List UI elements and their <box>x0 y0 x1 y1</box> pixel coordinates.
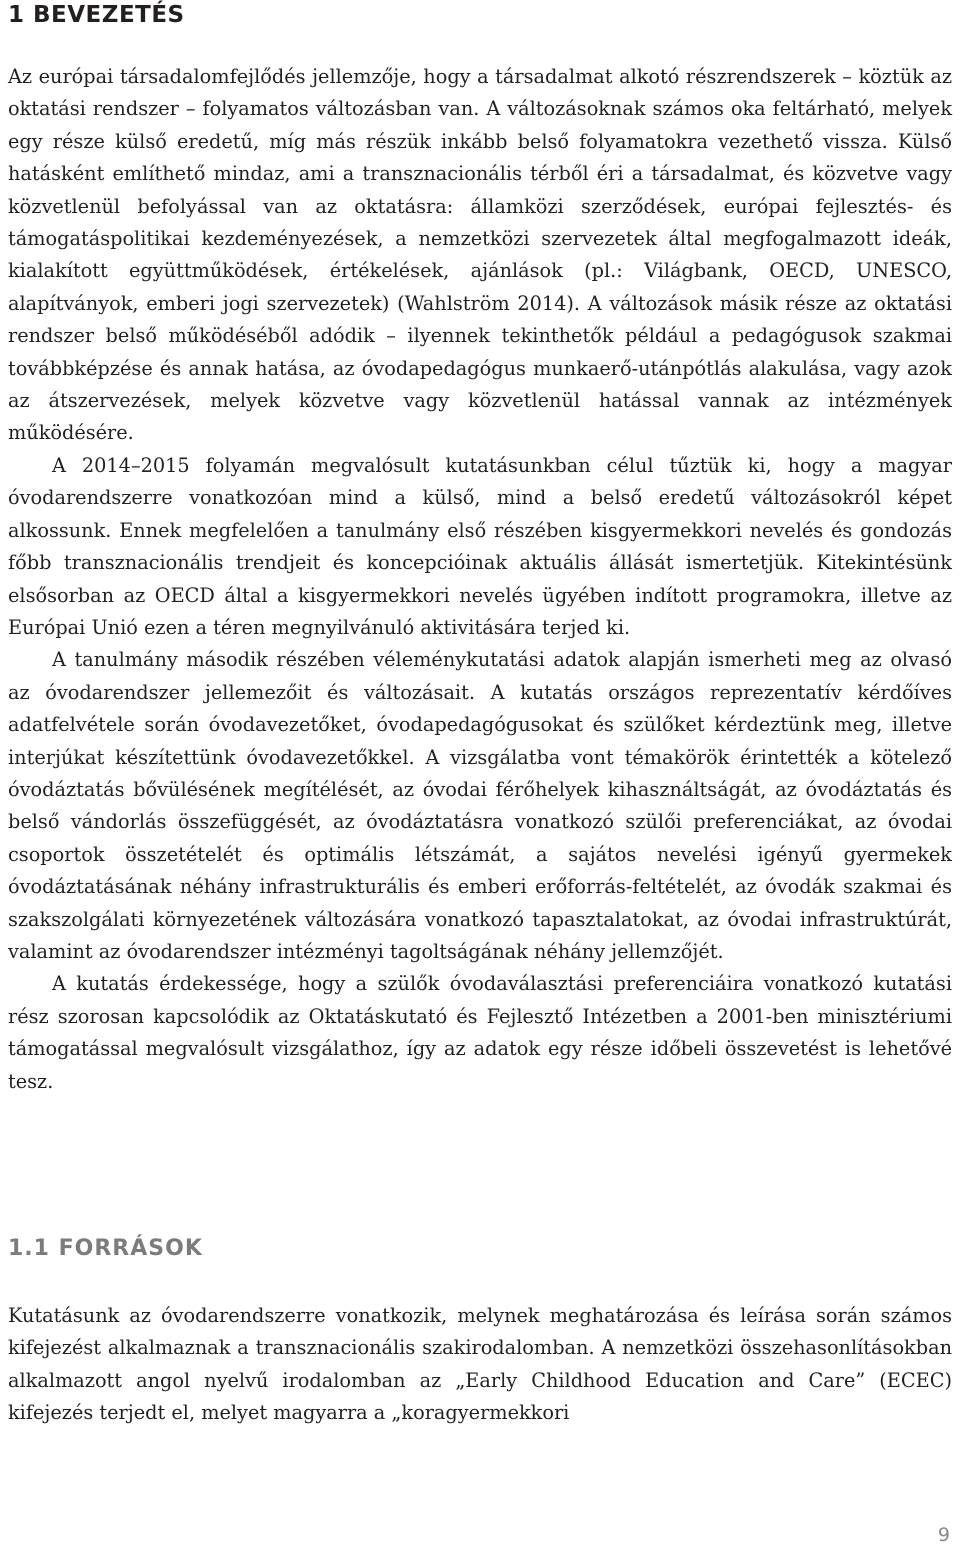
chapter-paragraph-4: A kutatás érdekessége, hogy a szülők óvodaválasztási preferenciáira vonatkozó kutatási rész szorosan kapcsolódik az Oktatáskutató és Fejlesztő Intézetben a 2001-ben minisztériumi támogatással megvalósult vizsgálathoz, így az adatok egy része időbeli összevetést is lehetővé tesz. <box>8 972 952 1093</box>
chapter-paragraph-2: A 2014–2015 folyamán megvalósult kutatásunkban célul tűztük ki, hogy a magyar óvodarendszerre vonatkozóan mind a külső, mind a belső eredetű változásokról képet alkossunk. Ennek megfelelően a tanulmány első részében kisgyermekkori nevelés és gondozás főbb transznacionális trendjeit és koncepcióinak aktuális állását ismertetjük. Kitekintésünk elsősorban az OECD által a kisgyermekkori nevelés ügyében indított programokra, illetve az Európai Unió ezen a téren megnyilvánuló aktivitására terjed ki. <box>8 453 952 639</box>
section-body <box>8 1300 952 1430</box>
section-paragraph-1: Kutatásunk az óvodarendszerre vonatkozik, melynek meghatározása és leírása során számos kifejezést alkalmaznak a transznacionális szakirodalomban. A nemzetközi összehasonlításokban alkalmazott angol nyelvű irodalomban az „Early Childhood Education and Care” (ECEC) kifejezés terjedt el, melyet magyarra a „koragyermekkori <box>8 1304 952 1425</box>
chapter-body <box>8 61 952 1098</box>
chapter-title: 1 BEVEZETÉS <box>8 2 185 28</box>
chapter-paragraph-1: Az európai társadalomfejlődés jellemzője, hogy a társadalmat alkotó részrendszerek – köztük az oktatási rendszer – folyamatos változásban van. A változásoknak számos oka feltárható, melyek egy része külső eredetű, míg más részük inkább belső folyamatokra vezethető vissza. Külső hatásként említhető mindaz, ami a transznacionális térből éri a társadalmat, és közvetve vagy közvetlenül befolyással van az oktatásra: államközi szerződések, európai fejlesztés- és támogatáspolitikai kezdeményezések, a nemzetközi szervezetek által megfogalmazott ideák, kialakított együttműködések, értékelések, ajánlások (pl.: Világbank, OECD, UNESCO, alapítványok, emberi jogi szervezetek) (Wahlström 2014). A változások másik része az oktatási rendszer belső működéséből adódik – ilyennek tekinthetők például a pedagógusok szakmai továbbképzése és annak hatása, az óvodapedagógus munkaerő-utánpótlás alakulása, vagy azok az átszervezések, melyek közvetve vagy közvetlenül hatással vannak az intézmények működésére. <box>8 65 952 445</box>
section-title: 1.1 FORRÁSOK <box>8 1236 203 1261</box>
page-number: 9 <box>937 1524 950 1546</box>
chapter-paragraph-3: A tanulmány második részében véleménykutatási adatok alapján ismerheti meg az olvasó az óvodarendszer jellemezőit és változásait. A kutatás országos reprezentatív kérdőíves adatfelvétele során óvodavezetőket, óvodapedagógusokat és szülőket kérdeztünk meg, illetve interjúkat készítettünk óvodavezetőkkel. A vizsgálatba vont témakörök érintették a kötelező óvodáztatás bővülésének megítélését, az óvodai férőhelyek kihasználtságát, az óvodáztatás és belső vándorlás összefüggését, az óvodáztatásra vonatkozó szülői preferenciákat, az óvodai csoportok összetételét és optimális létszámát, a sajátos nevelési igényű gyermekek óvodáztatásának néhány infrastrukturális és emberi erőforrás-feltételét, az óvodák szakmai és szakszolgálati környezetének változására vonatkozó tapasztalatokat, az óvodai infrastruktúrát, valamint az óvodarendszer intézményi tagoltságának néhány jellemzőjét. <box>8 648 952 963</box>
